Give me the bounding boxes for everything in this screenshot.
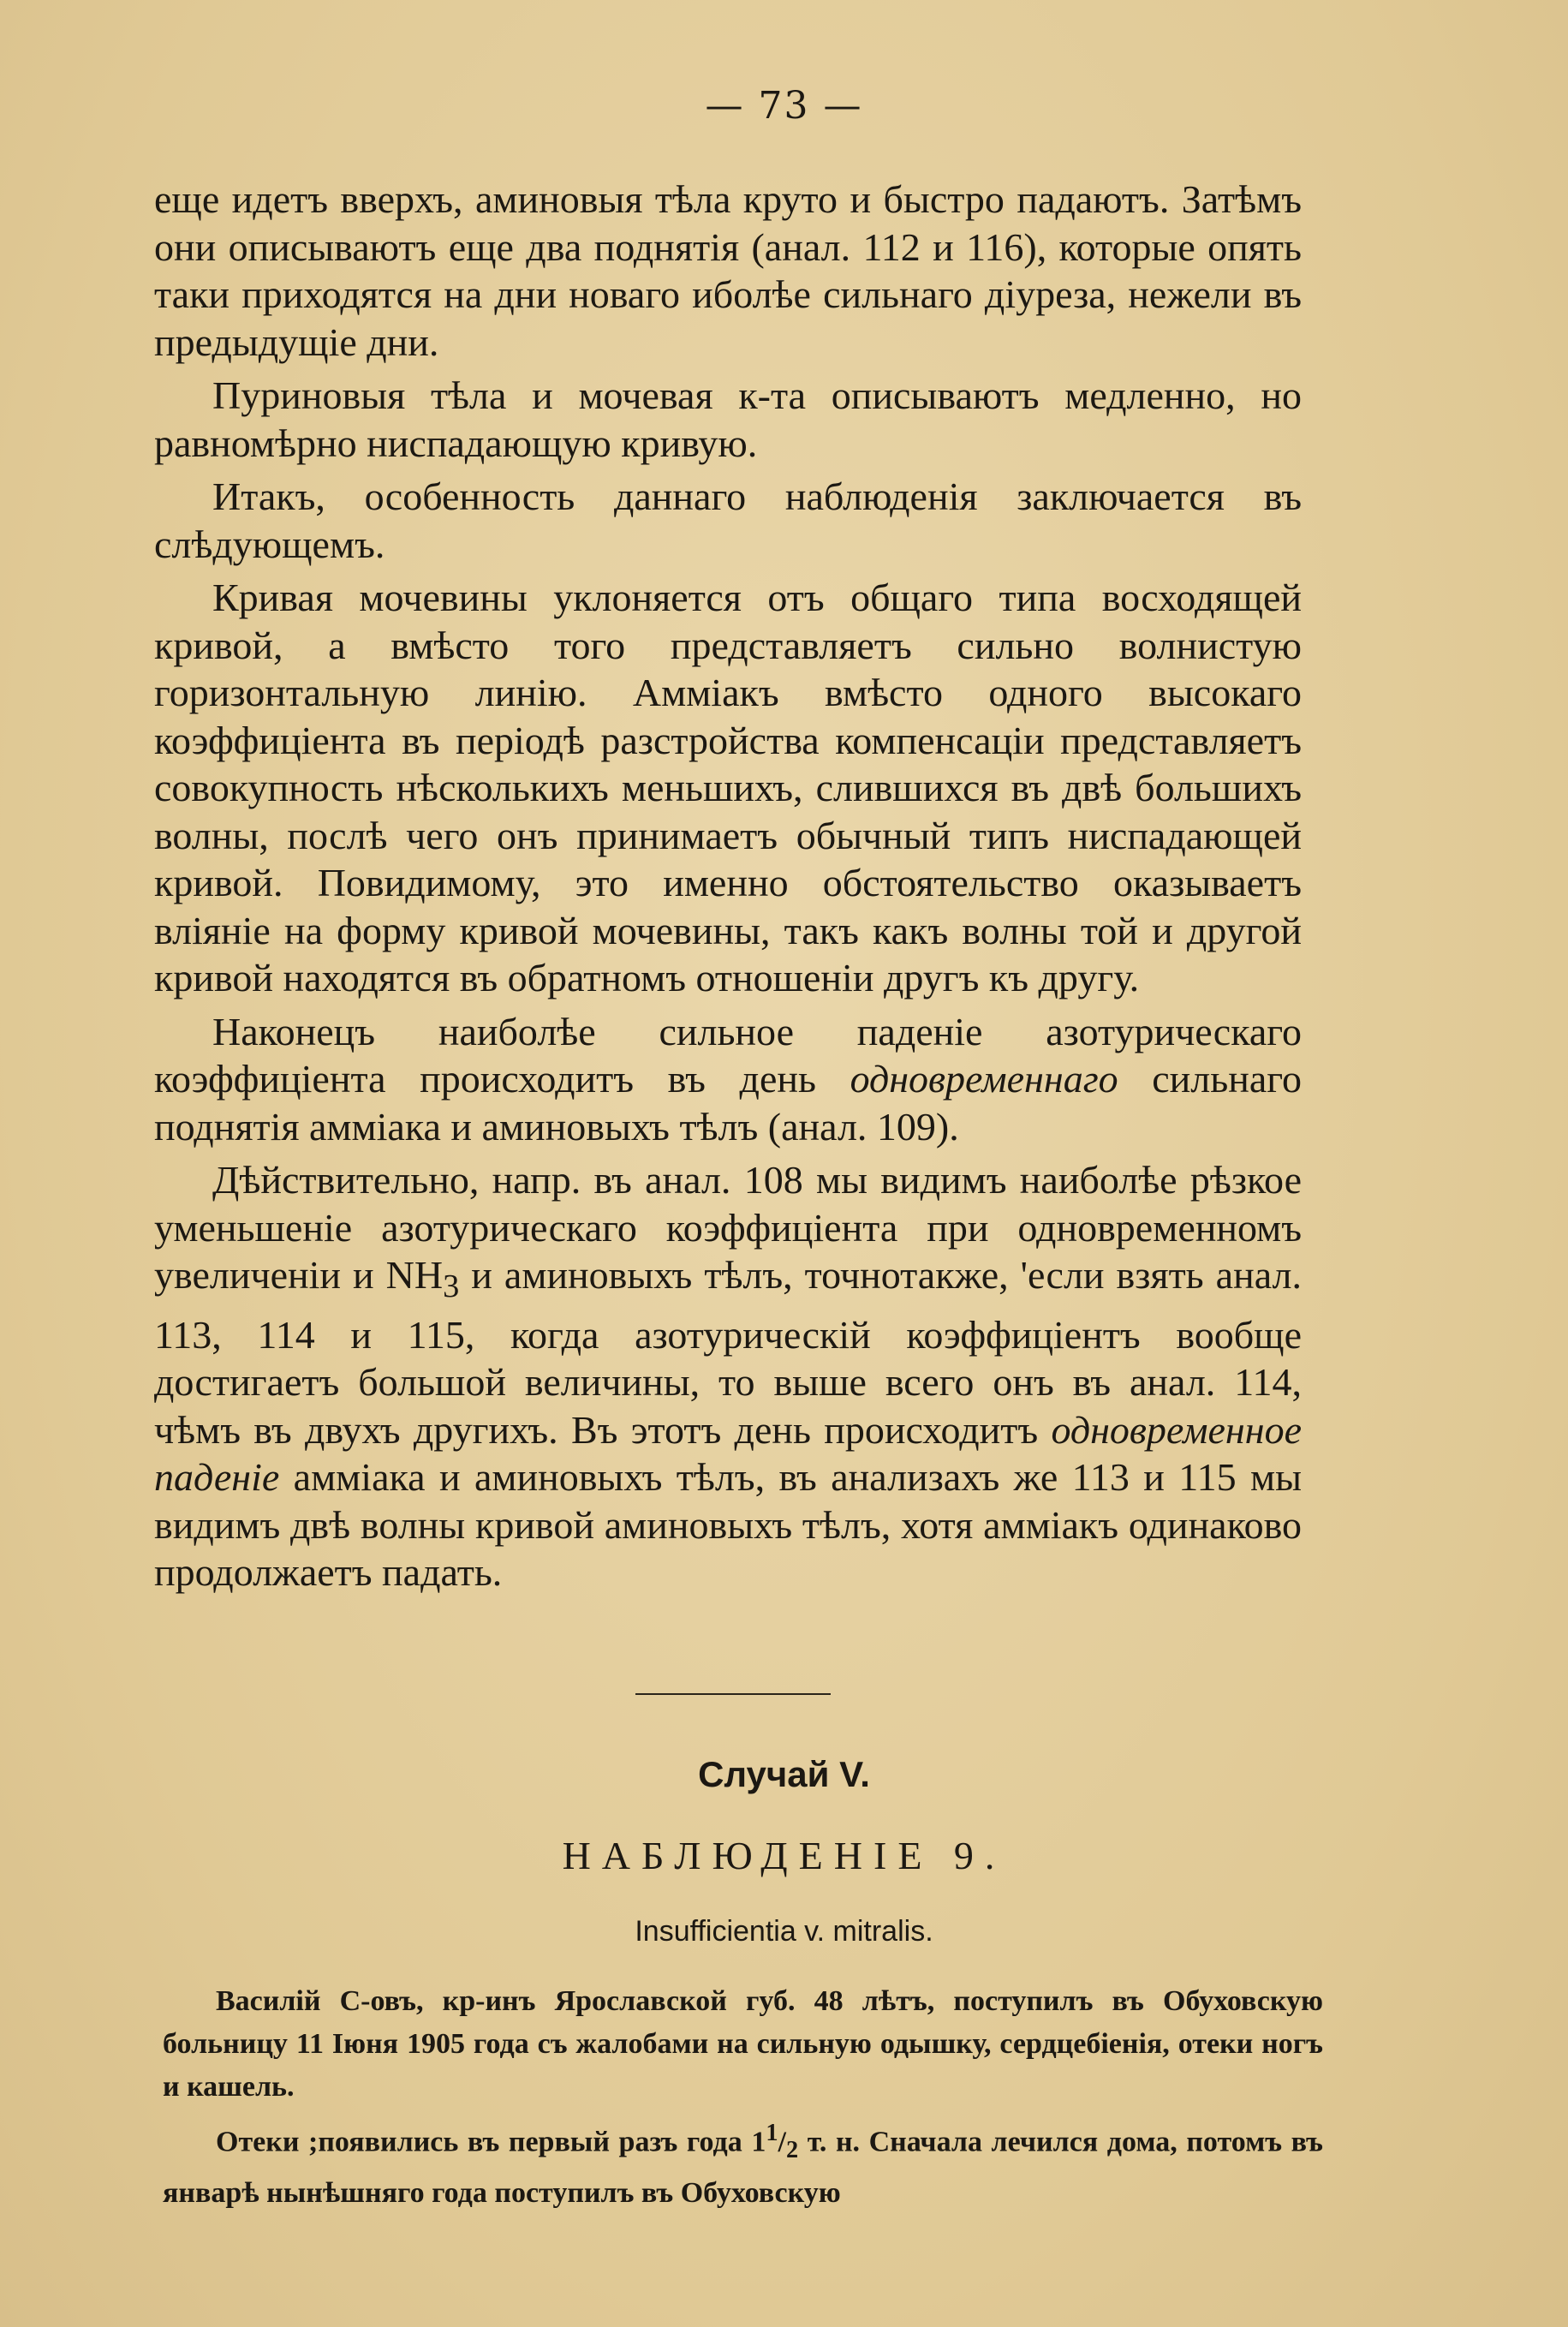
paragraph-5-text-b: сильнаго поднятія амміака и аминовыхъ тѣлъ (анал. 109). (154, 1057, 1302, 1149)
page-number: — 73 — (705, 84, 863, 128)
diagnosis-line: Insufficientia v. mitralis. (635, 1915, 933, 1948)
case-history (163, 1980, 1323, 2218)
fraction-slash: / (778, 2126, 786, 2158)
case-paragraph-2-text-a: Отеки ;появились въ первый разъ года 1 (216, 2126, 766, 2158)
paragraph-6-emphasis: одновременное паденіе (154, 1407, 1302, 1500)
paragraph-6-text-b: и аминовыхъ тѣлъ, точнотакже, 'если взять анал. 113, 114 и 115, когда азотурическій коэффиціентъ вообще достигаетъ большой величины, то выше всего онъ въ анал. 114, чѣмъ въ двухъ другихъ. Въ этотъ день происходитъ (154, 1253, 1302, 1452)
case-paragraph-2 (163, 2112, 1323, 2215)
paragraph-6 (154, 1156, 1302, 1596)
section-divider (635, 1693, 831, 1695)
paragraph-5-emphasis: одновременнаго (850, 1057, 1118, 1101)
fraction-numerator: 1 (766, 2120, 778, 2146)
paragraph-4: Кривая мочевины уклоняется отъ общаго типа восходящей кривой, а вмѣсто того представляетъ сильно волнистую горизонтальную линію. Амміакъ вмѣсто одного высокаго коэффиціента въ періодѣ разстройства компенсаціи представляетъ совокупность нѣсколькихъ меньшихъ, слившихся въ двѣ большихъ волны, послѣ чего онъ принимаетъ обычный типъ ниспадающей кривой. Повидимому, это именно обстоятельство оказываетъ вліяніе на форму кривой мочевины, такъ какъ волны той и другой кривой находятся въ обратномъ отношеніи другъ къ другу. (154, 576, 1302, 999)
paragraph-6-text-c: амміака и аминовыхъ тѣлъ, въ анализахъ же 113 и 115 мы видимъ двѣ волны кривой аминовыхъ тѣлъ, хотя амміакъ одинаково продолжаетъ падать. (154, 1455, 1302, 1595)
case-title: Случай V. (698, 1754, 870, 1794)
paragraph-5 (154, 1008, 1302, 1151)
main-text (154, 176, 1302, 1602)
paragraph-6-text-a: Дѣйствительно, напр. въ анал. 108 мы видимъ наиболѣе рѣзкое уменьшеніе азотурическаго коэффиціента при одновременномъ увеличеніи и NH (154, 1158, 1302, 1297)
fraction-denominator: 2 (785, 2137, 799, 2164)
case-paragraph-1: Василій С-овъ, кр-инъ Ярославской губ. 48 лѣтъ, поступилъ въ Обуховскую больницу 11 Іюня 1905 года съ жалобами на сильную одышку, сердцебіенія, отеки ногъ и кашель. (163, 1985, 1323, 2103)
case-paragraph-2-text-b: т. н. Сначала лечился дома, потомъ въ январѣ нынѣшняго года поступилъ въ Обуховскую (163, 2126, 1323, 2210)
paragraph-3: Итакъ, особенность даннаго наблюденія заключается въ слѣдующемъ. (154, 474, 1302, 566)
paragraph-5-text-a: Наконецъ наиболѣе сильное паденіе азотурическаго коэффиціента происходитъ въ день (154, 1009, 1302, 1101)
paragraph-1: еще идетъ вверхъ, аминовыя тѣла круто и быстро падаютъ. Затѣмъ они описываютъ еще два поднятія (анал. 112 и 116), которые опять таки приходятся на дни новаго иболѣе сильнаго діуреза, нежели въ предыдущіе дни. (154, 177, 1302, 364)
observation-title: НАБЛЮДЕНІЕ 9. (562, 1834, 1006, 1877)
nh3-subscript: 3 (443, 1268, 460, 1305)
paragraph-2: Пуриновыя тѣла и мочевая к-та описываютъ медленно, но равномѣрно ниспадающую кривую. (154, 373, 1302, 465)
